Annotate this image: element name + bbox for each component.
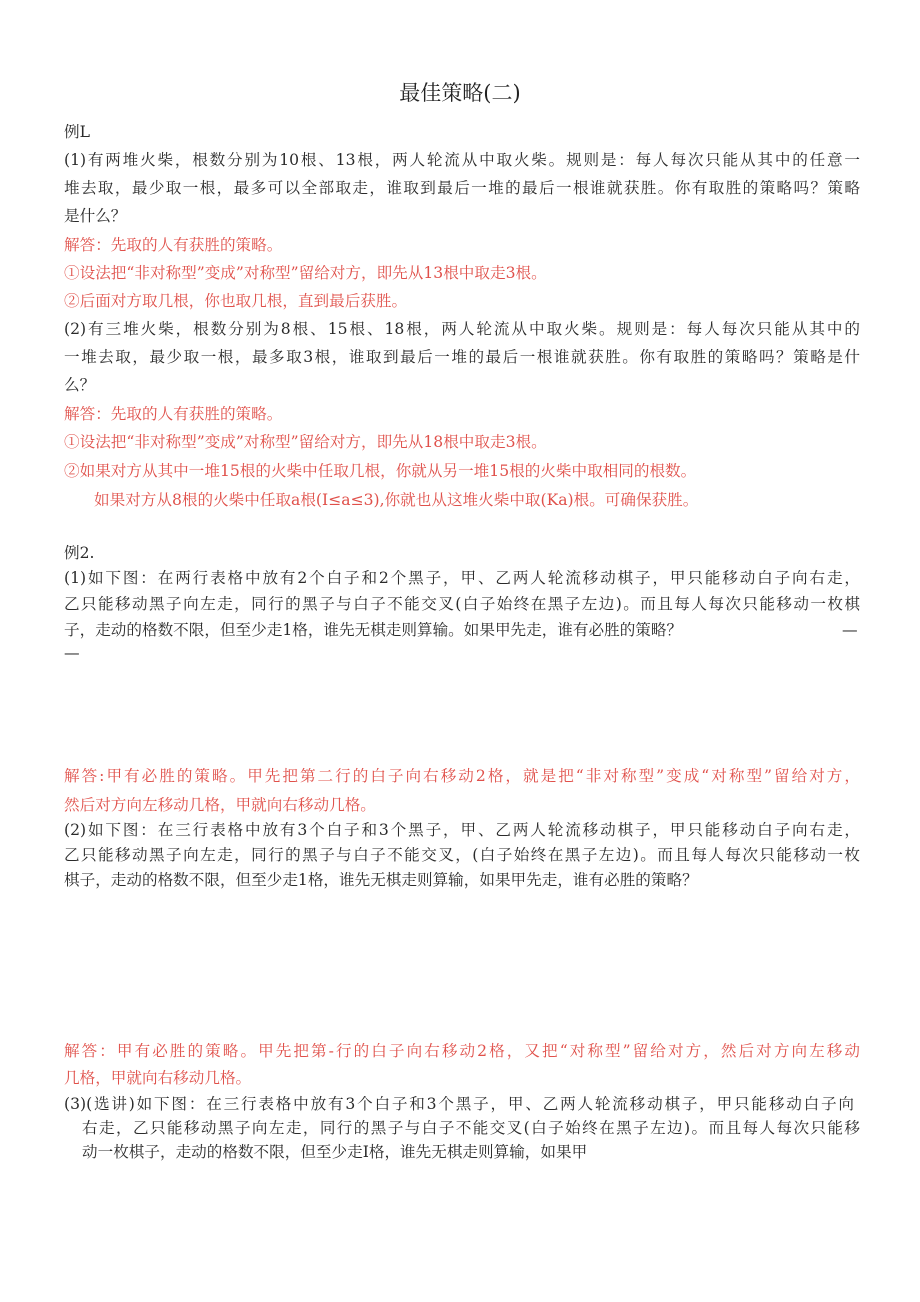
problem-2-1-line-2: 乙只能移动黑子向左走，同行的黑子与白子不能交叉(白子始终在黑子左边)。而且每人每次只能移动一枚棋	[64, 595, 860, 613]
answer-2-2-line-2: 几格，甲就向右移动几格。	[64, 1069, 252, 1087]
problem-2-3-line-2: 右走，乙只能移动黑子向左走，同行的黑子与白子不能交叉(白子始终在黑子左边)。而且每人每次只能移	[82, 1119, 860, 1137]
problem-2-3-line-1: (3)(选讲)如下图：在三行表格中放有3个白子和3个黑子，甲、乙两人轮流移动棋子，甲只能移动白子向	[64, 1095, 854, 1113]
answer-1-2-step-1: ①设法把“非对称型”变成”对称型”留给对方，即先从18根中取走3根。	[64, 433, 547, 451]
answer-1-1-heading: 解答：先取的人有获胜的策略。	[64, 236, 283, 254]
problem-2-1-trailing-dash: —	[842, 621, 858, 639]
example-1-heading: 例L	[64, 123, 90, 141]
problem-2-1-line-4: —	[64, 644, 80, 662]
problem-1-1-line-3: 是什么？	[64, 207, 127, 225]
problem-1-2-line-2: 一堆去取，最少取一根，最多取3根，谁取到最后一堆的最后一根谁就获胜。你有取胜的策略吗？策略是什	[64, 348, 860, 366]
answer-2-1-line-2: 然后对方向左移动几格，甲就向右移动几格。	[64, 796, 376, 814]
answer-1-2-step-2: ②如果对方从其中一堆15根的火柴中任取几根，你就从另一堆15根的火柴中取相同的根数。	[64, 462, 697, 480]
problem-2-1-line-3: 子，走动的格数不限，但至少走1格，谁先无棋走则算输。如果甲先走，谁有必胜的策略？	[64, 621, 683, 639]
answer-1-1-step-1: ①设法把“非对称型”变成”对称型”留给对方，即先从13根中取走3根。	[64, 264, 547, 282]
answer-2-2-line-1: 解答：甲有必胜的策略。甲先把第-行的白子向右移动2格，又把“对称型”留给对方，然后对方向左移动	[64, 1042, 860, 1060]
problem-1-2-line-1: (2)有三堆火柴，根数分别为8根、15根、18根，两人轮流从中取火柴。规则是：每人每次只能从其中的	[64, 320, 860, 338]
page-title: 最佳策略(二)	[399, 81, 521, 105]
answer-1-2-heading: 解答：先取的人有获胜的策略。	[64, 405, 283, 423]
problem-1-1-line-2: 堆去取，最少取一根，最多可以全部取走，谁取到最后一堆的最后一根谁就获胜。你有取胜的策略吗？策略	[64, 179, 860, 197]
problem-2-2-line-2: 乙只能移动黑子向左走，同行的黑子与白子不能交叉，(白子始终在黑子左边)。而且每人每次只能移动一枚	[64, 846, 860, 864]
problem-1-2-line-3: 么？	[64, 376, 96, 394]
problem-2-2-line-1: (2)如下图：在三行表格中放有3个白子和3个黑子，甲、乙两人轮流移动棋子，甲只能移动白子向右走，	[64, 821, 860, 839]
answer-1-1-step-2: ②后面对方取几根，你也取几根，直到最后获胜。	[64, 292, 408, 310]
answer-2-1-line-1: 解答:甲有必胜的策略。甲先把第二行的白子向右移动2格，就是把“非对称型”变成“对称型”留给对方，	[64, 767, 860, 785]
answer-1-2-step-3: 如果对方从8根的火柴中任取a根(I≤a≤3),你就也从这堆火柴中取(Ka)根。可确保获胜。	[94, 491, 699, 509]
problem-2-1-line-1: (1)如下图：在两行表格中放有2个白子和2个黑子，甲、乙两人轮流移动棋子，甲只能移动白子向右走，	[64, 569, 860, 587]
example-2-heading: 例2.	[64, 544, 95, 562]
problem-1-1-line-1: (1)有两堆火柴，根数分别为10根、13根，两人轮流从中取火柴。规则是：每人每次只能从其中的任意一	[64, 151, 860, 169]
problem-2-3-line-3: 动一枚棋子，走动的格数不限，但至少走I格，谁先无棋走则算输，如果甲	[82, 1143, 588, 1161]
problem-2-2-line-3: 棋子，走动的格数不限，但至少走1格，谁先无棋走则算输，如果甲先走，谁有必胜的策略？	[64, 871, 698, 889]
